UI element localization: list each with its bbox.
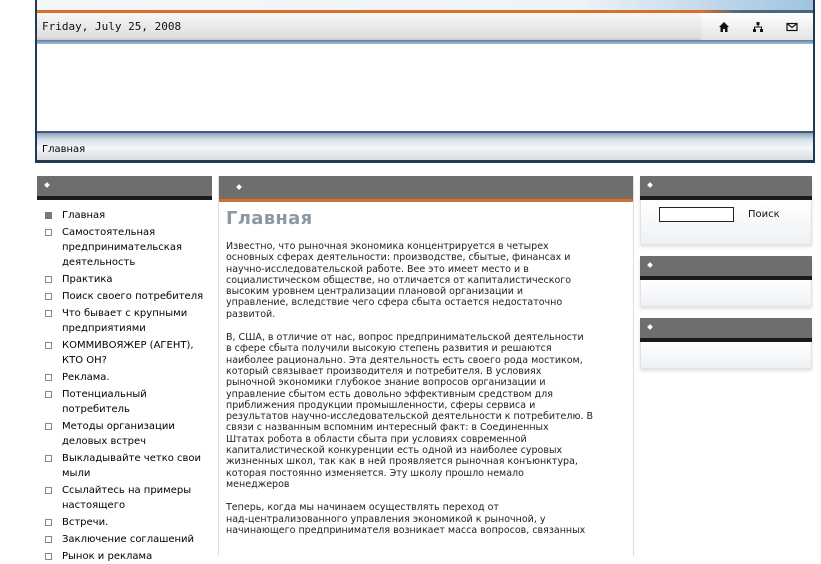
sidebar-item-meetings[interactable] — [44, 515, 212, 530]
sidebar-item-label: Практика — [62, 274, 113, 285]
breadcrumb[interactable]: Главная — [42, 144, 86, 155]
square-bullet-icon — [45, 276, 52, 283]
current-date: Friday, July 25, 2008 — [42, 20, 182, 33]
square-bullet-icon — [45, 374, 52, 381]
search-box-header — [640, 176, 812, 200]
sidebar-item-home[interactable] — [44, 208, 212, 223]
sidebar-nav — [37, 200, 212, 564]
square-bullet-icon — [45, 229, 52, 236]
side-box-3 — [640, 318, 812, 368]
sidebar-item-self-business[interactable] — [44, 225, 212, 270]
article-paragraph: В, США, в отличие от нас, вопрос предпринимательской деятельности в сфере сбыта получили высокую степень развития и решаются наиболее рационально. Эта деятельность есть своего рода мостиком, который связывает производителя и потребителя. В условиях рыночной экономики глубокое знание вопросов организации и управление сбытом есть довольно эффективным средством для приближения продукции промышленности, сферы сервиса и результатов научно-исследовательской деятельности к потребителю. В связи с названным вспомним интересный факт: в Соединенных Штатах робота в области сбыта при условиях современной капиталистической конкуренции есть одной из наиболее суровых жизненных школ, так как в ней проявляется рыночная конъюнктура, которая постоянно изменяется. Эту школу прошло немало менеджеров — [226, 332, 593, 490]
sidebar-item-label: Выкладывайте четко свои мыли — [62, 453, 202, 479]
left-sidebar — [37, 176, 212, 562]
sidebar-item-label: Рынок и реклама — [62, 551, 153, 562]
sidebar-header — [37, 176, 212, 200]
right-sidebar — [640, 176, 812, 380]
diamond-bullet-icon — [647, 324, 653, 330]
sidebar-item-potential-consumer[interactable] — [44, 387, 212, 417]
square-bullet-icon — [45, 487, 52, 494]
sitemap-icon[interactable] — [751, 20, 765, 34]
home-icon[interactable] — [717, 20, 731, 34]
side-box-3-body — [640, 342, 812, 368]
sidebar-item-clear-thoughts[interactable] — [44, 451, 212, 481]
side-box-2 — [640, 256, 812, 306]
search-box-body — [640, 200, 812, 244]
diamond-bullet-icon — [647, 182, 653, 188]
sidebar-item-large-enterprises[interactable] — [44, 306, 212, 336]
diamond-bullet-icon — [44, 182, 50, 188]
sidebar-item-label: Главная — [62, 210, 106, 221]
sidebar-item-examples[interactable] — [44, 483, 212, 513]
mail-icon[interactable] — [785, 20, 799, 34]
top-strip — [37, 0, 813, 10]
site-header — [35, 0, 815, 163]
header-icon-bar — [701, 10, 813, 40]
sidebar-item-label: Что бывает с крупными предприятиями — [62, 308, 188, 334]
sidebar-item-agent[interactable] — [44, 338, 212, 368]
square-bullet-icon — [45, 423, 52, 430]
side-box-2-body — [640, 280, 812, 306]
diamond-bullet-icon — [647, 262, 653, 268]
sidebar-item-agreements[interactable] — [44, 532, 212, 547]
sidebar-item-label: Ссылайтесь на примеры настоящего — [62, 485, 192, 511]
main-content — [218, 176, 634, 556]
diamond-bullet-icon — [236, 184, 242, 190]
content-header — [219, 176, 633, 202]
square-bullet-icon — [45, 536, 52, 543]
sidebar-item-label: КОММИВОЯЖЕР (АГЕНТ), КТО ОН? — [62, 340, 194, 366]
square-bullet-icon — [45, 391, 52, 398]
sidebar-item-label: Реклама. — [62, 372, 110, 383]
sidebar-item-label: Самостоятельная предпринимательская деятельность — [62, 227, 182, 268]
sidebar-item-practice[interactable] — [44, 272, 212, 287]
search-input[interactable] — [659, 207, 734, 222]
square-bullet-icon — [45, 553, 52, 560]
square-bullet-icon — [45, 455, 52, 462]
article-paragraph: Теперь, когда мы начинаем осуществлять переход от над-централизованного управления экономикой к рыночной, у начинающего предпринимателя возникает масса вопросов, связанных — [226, 502, 586, 536]
square-bullet-icon — [45, 293, 52, 300]
sidebar-item-label: Методы организации деловых встреч — [62, 421, 175, 447]
sidebar-item-label: Потенциальный потребитель — [62, 389, 147, 415]
search-box — [640, 176, 812, 244]
breadcrumb-bar — [37, 131, 813, 160]
sidebar-item-advertising[interactable] — [44, 370, 212, 385]
date-bar — [37, 10, 701, 40]
sidebar-item-label: Встречи. — [62, 517, 109, 528]
sidebar-item-label: Поиск своего потребителя — [62, 291, 204, 302]
square-bullet-icon — [45, 519, 52, 526]
article-paragraph: Известно, что рыночная экономика концентрируется в четырех основных сферах деятельности: производстве, сбытые, финансах и научно-исследовательской работе. Вее это имеет место и в социалистическом обществе, но отличается от капиталистического высоким уровнем централизации плановой организации и управление, вследствие чего сфера сбыта остается недостаточно развитой. — [226, 241, 572, 320]
side-box-2-header — [640, 256, 812, 280]
sidebar-item-find-consumer[interactable] — [44, 289, 212, 304]
header-banner — [37, 44, 813, 131]
square-bullet-icon — [45, 342, 52, 349]
side-box-3-header — [640, 318, 812, 342]
sidebar-item-market-advertising[interactable] — [44, 549, 212, 564]
square-bullet-icon — [45, 310, 52, 317]
page-title: Главная — [226, 208, 313, 229]
sidebar-item-meeting-methods[interactable] — [44, 419, 212, 449]
square-bullet-icon — [45, 212, 52, 219]
sidebar-item-label: Заключение соглашений — [62, 534, 195, 545]
search-button[interactable]: Поиск — [748, 209, 780, 220]
